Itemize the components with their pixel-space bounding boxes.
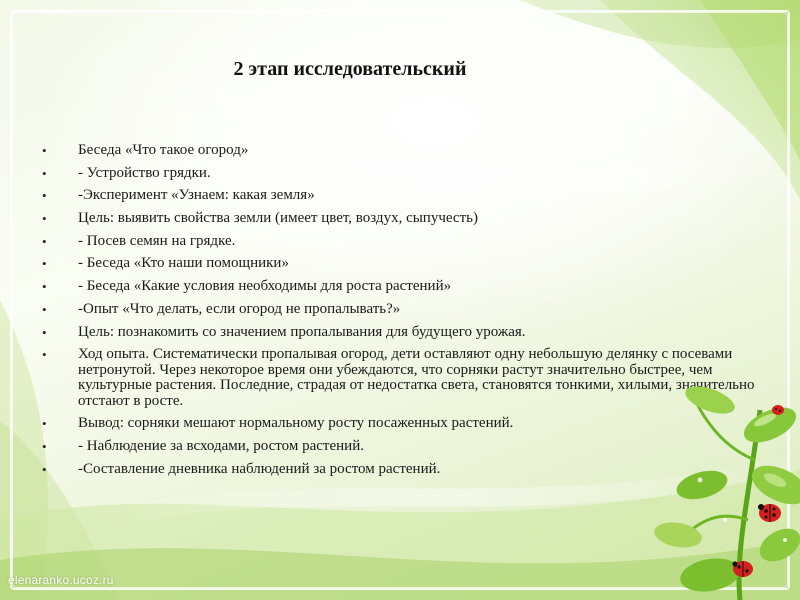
- title-container: [0, 58, 700, 81]
- bullet-item: [42, 143, 762, 159]
- bullet-text: Беседа «Что такое огород»: [78, 142, 249, 158]
- bullet-marker: •: [42, 416, 47, 432]
- bullet-text: -Опыт «Что делать, если огород не пропалывать?»: [78, 300, 401, 317]
- bullet-text: - Беседа «Кто наши помощники»: [78, 255, 289, 272]
- bullet-marker: •: [42, 301, 47, 317]
- bullet-text: Ход опыта. Систематически пропалывая огород, дети оставляют одну небольшую делянку с посевами нетронутой. Через некоторое время они убеждаются, что сорняки растут значительно быстрее, чем культурные растения. Последние, страдая от недостатка света, становятся тонкими, хилыми, значительно отстают в росте.: [78, 346, 755, 409]
- bullet-marker: •: [42, 211, 47, 227]
- sprout-with-ladybugs-icon: [640, 370, 800, 600]
- bullet-text: Цель: выявить свойства земли (имеет цвет, воздух, сыпучесть): [78, 210, 478, 227]
- bullet-text: - Посев семян на грядке.: [78, 232, 236, 249]
- bullet-text: - Устройство грядки.: [78, 164, 211, 181]
- site-watermark: elenaranko.ucoz.ru: [8, 573, 114, 587]
- bullet-marker: •: [42, 461, 47, 477]
- bullet-marker: •: [42, 188, 47, 204]
- bullet-item: [42, 279, 762, 295]
- bullet-marker: •: [42, 347, 47, 363]
- bullet-marker: •: [42, 324, 47, 340]
- bullet-item: [42, 256, 762, 272]
- bullet-item: [42, 166, 762, 182]
- bullet-item: [42, 234, 762, 250]
- bullet-text: Цель: познакомить со значением пропалывания для будущего урожая.: [78, 323, 526, 340]
- bullet-text: Вывод: сорняки мешают нормальному росту посаженных растений.: [78, 415, 514, 432]
- bullet-text: -Эксперимент «Узнаем: какая земля»: [78, 187, 315, 204]
- bullet-marker: •: [42, 256, 47, 272]
- bullet-text: - Наблюдение за всходами, ростом растений.: [78, 438, 364, 455]
- bullet-item: [42, 302, 762, 318]
- bullet-marker: •: [42, 279, 47, 295]
- bullet-marker: •: [42, 143, 47, 158]
- bullet-item: [42, 188, 762, 204]
- bullet-marker: •: [42, 165, 47, 181]
- bullet-marker: •: [42, 233, 47, 249]
- bullet-text: -Составление дневника наблюдений за ростом растений.: [78, 460, 441, 477]
- bullet-text: - Беседа «Какие условия необходимы для роста растений»: [78, 278, 452, 295]
- bullet-item: [42, 325, 762, 341]
- bullet-item: [42, 211, 762, 227]
- slide-title: 2 этап исследовательский: [233, 58, 467, 80]
- bullet-marker: •: [42, 439, 47, 455]
